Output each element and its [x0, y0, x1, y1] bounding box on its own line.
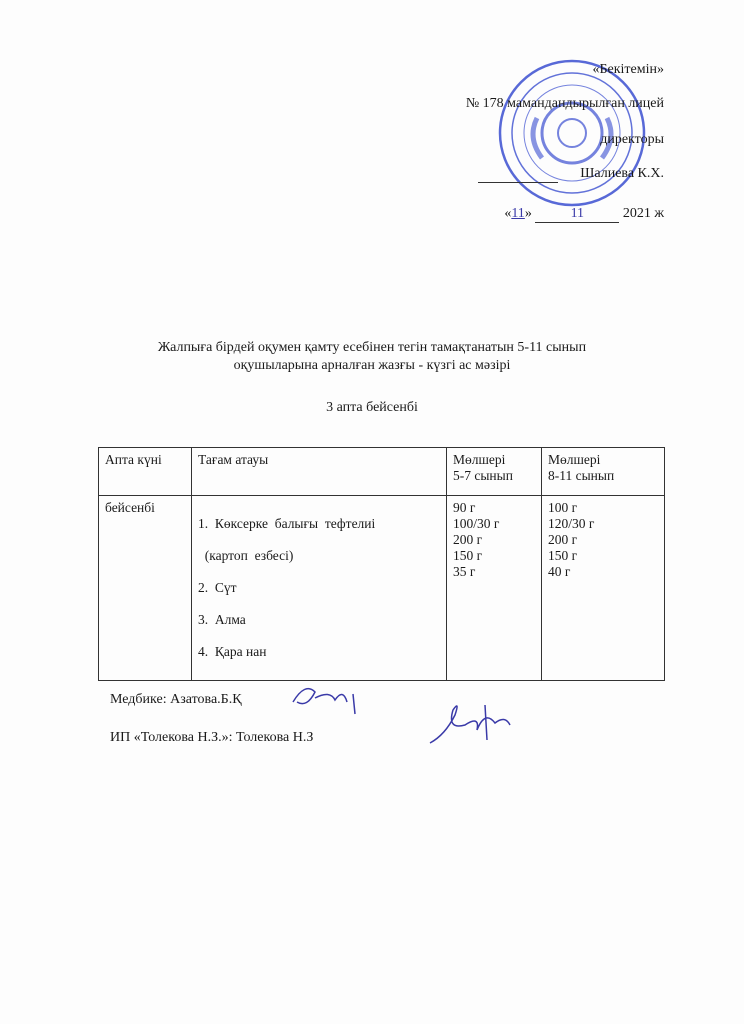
amount: 35 г — [453, 564, 476, 579]
dish-item: 2. Сүт — [198, 580, 237, 595]
date-month: 11 — [535, 206, 619, 223]
amount: 150 г — [548, 548, 578, 563]
amount: 200 г — [453, 532, 483, 547]
approval-director-name: Шалиева К.Х. — [580, 166, 664, 181]
dish-item: 4. Қара нан — [198, 644, 267, 659]
cell-grade-5-7 — [447, 496, 542, 681]
amount: 120/30 г — [548, 516, 595, 531]
approval-heading: «Бекітемін» — [592, 62, 664, 77]
amount: 100/30 г — [453, 516, 500, 531]
dish-item: (картоп езбесі) — [198, 548, 294, 563]
cell-grade-8-11 — [542, 496, 665, 681]
nurse-signature-label: Медбике: Азатова.Б.Қ — [110, 692, 242, 707]
header-dish: Тағам атауы — [192, 448, 447, 496]
date-year: 2021 ж — [622, 206, 664, 221]
amount: 90 г — [453, 500, 476, 515]
amount: 40 г — [548, 564, 571, 579]
cell-day: бейсенбі — [99, 496, 192, 681]
header-day: Апта күні — [99, 448, 192, 496]
dish-item: 1. Көксерке балығы тефтелиі — [198, 516, 376, 531]
approval-date: «11» 11 2021 ж — [504, 206, 664, 221]
title-line-1: Жалпыға бірдей оқумен қамту есебінен тегін тамақтанатын 5-11 сынып — [157, 340, 587, 355]
subtitle: 3 апта бейсенбі — [326, 400, 418, 415]
ip-signature-label: ИП «Толекова Н.З.»: Толекова Н.З — [110, 730, 314, 745]
table-header-row — [99, 448, 665, 496]
cell-dishes — [192, 496, 447, 681]
title-line-2: оқушыларына арналған жазғы - күзгі ас мәзірі — [233, 358, 511, 373]
dish-item: 3. Алма — [198, 612, 246, 627]
amount: 150 г — [453, 548, 483, 563]
header-grade-5-7: Мөлшері 5-7 сынып — [447, 448, 542, 496]
amount: 100 г — [548, 500, 578, 515]
approval-position: директоры — [600, 132, 664, 147]
header-grade-8-11: Мөлшері 8-11 сынып — [542, 448, 665, 496]
approval-school: № 178 мамандандырылған лицей — [465, 96, 664, 111]
signature-line — [478, 182, 558, 183]
menu-table — [98, 447, 665, 681]
handwritten-signature — [285, 680, 365, 720]
amount: 200 г — [548, 532, 578, 547]
handwritten-signature — [425, 695, 525, 750]
date-day: 11 — [511, 206, 525, 221]
table-row — [99, 496, 665, 681]
